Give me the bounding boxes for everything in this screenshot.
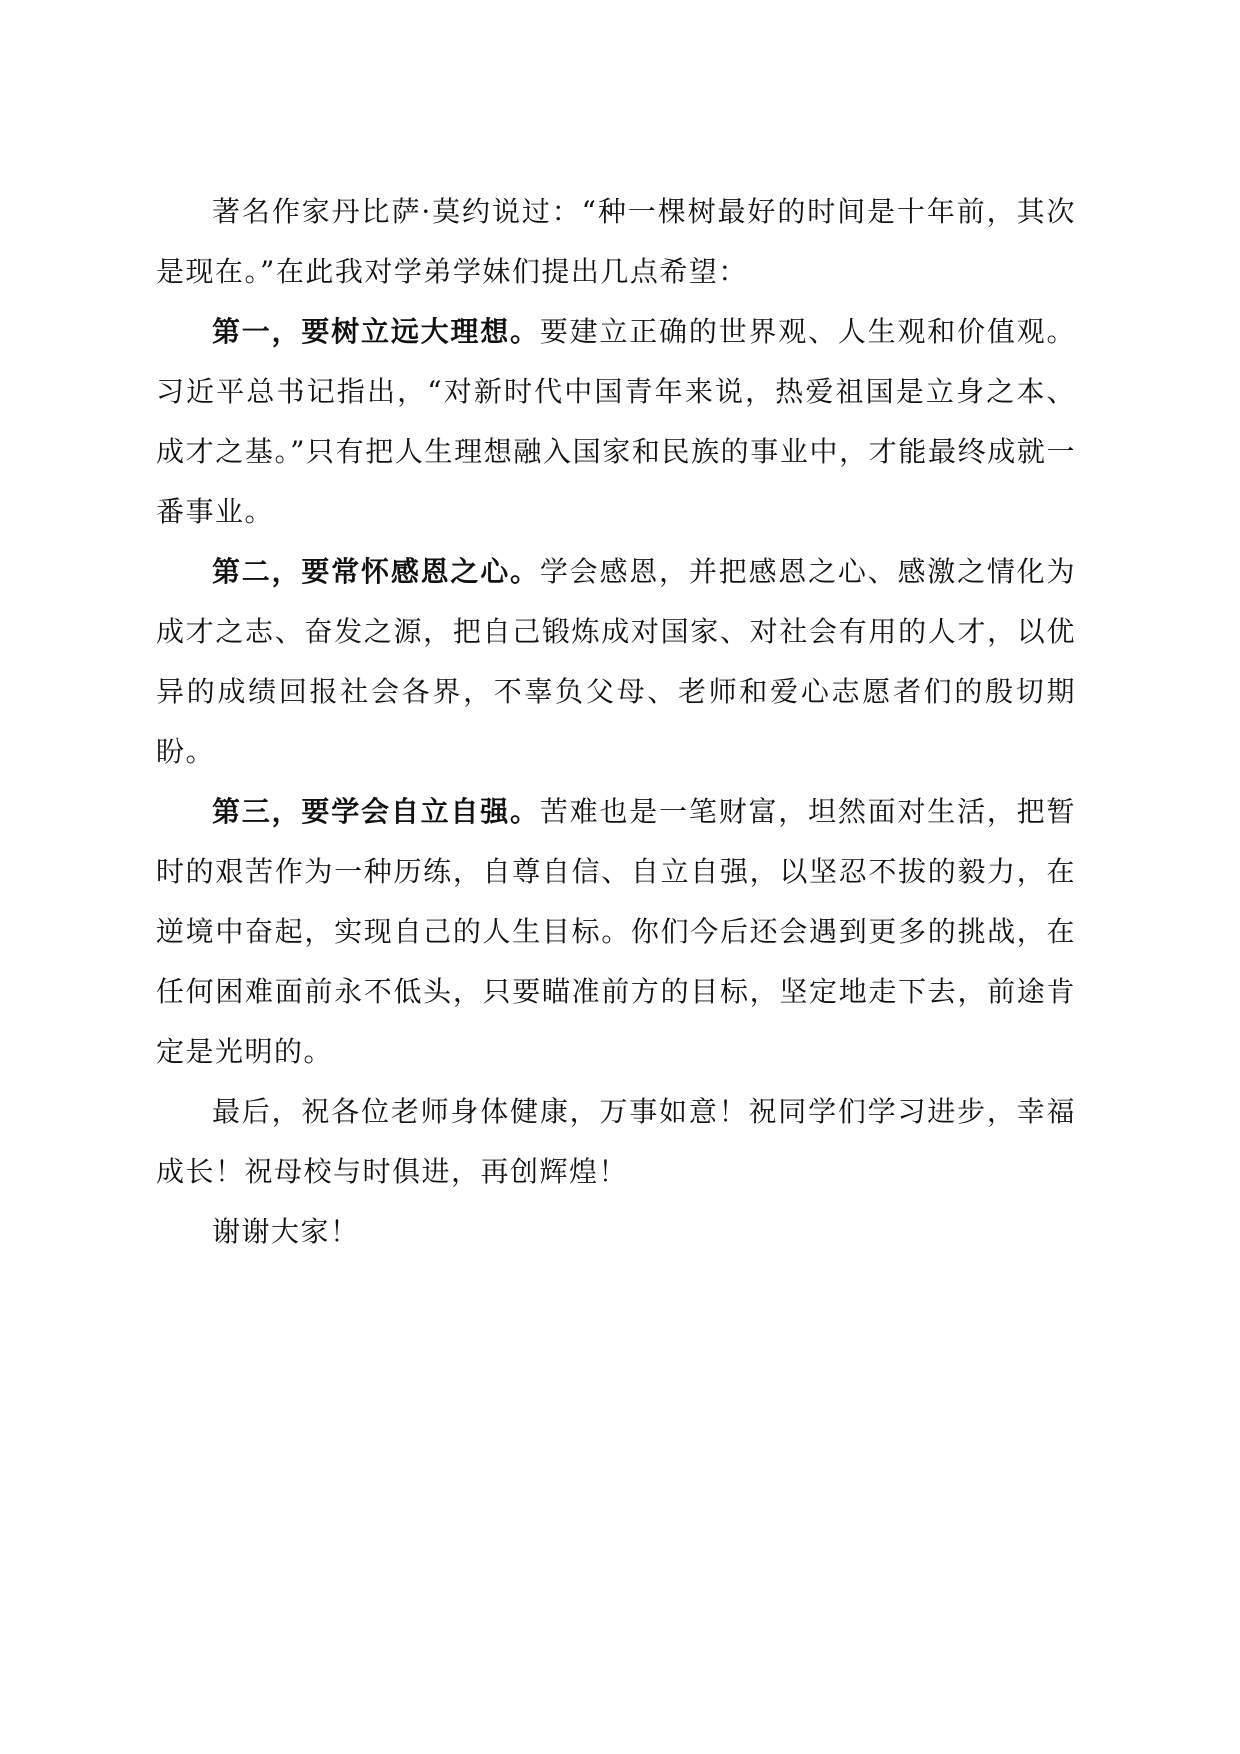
document-body bbox=[156, 182, 1076, 1262]
paragraph-text: 学会感恩，并把感恩之心、感激之情化为成才之志、奋发之源，把自己锻炼成对国家、对社会有用的人才，以优异的成绩回报社会各界，不辜负父母、老师和爱心志愿者们的殷切期盼。 bbox=[156, 555, 1076, 768]
paragraph-lead: 第二，要常怀感恩之心。 bbox=[212, 555, 540, 588]
paragraph-text: 谢谢大家！ bbox=[212, 1215, 360, 1248]
paragraph-wishes bbox=[156, 1082, 1076, 1202]
paragraph-text: 苦难也是一笔财富，坦然面对生活，把暂时的艰苦作为一种历练，自尊自信、自立自强，以坚忍不拔的毅力，在逆境中奋起，实现自己的人生目标。你们今后还会遇到更多的挑战，在任何困难面前永不低头，只要瞄准前方的目标，坚定地走下去，前途肯定是光明的。 bbox=[156, 795, 1076, 1068]
paragraph-thanks bbox=[156, 1202, 1076, 1262]
paragraph-lead: 第一，要树立远大理想。 bbox=[212, 315, 540, 348]
paragraph-intro bbox=[156, 182, 1076, 302]
paragraph-hope-3 bbox=[156, 782, 1076, 1082]
paragraph-text: 著名作家丹比萨·莫约说过：“种一棵树最好的时间是十年前，其次是现在。”在此我对学弟学妹们提出几点希望： bbox=[156, 195, 1076, 288]
paragraph-hope-2 bbox=[156, 542, 1076, 782]
paragraph-text: 最后，祝各位老师身体健康，万事如意！祝同学们学习进步，幸福成长！祝母校与时俱进，再创辉煌！ bbox=[156, 1095, 1076, 1188]
paragraph-hope-1 bbox=[156, 302, 1076, 542]
paragraph-lead: 第三，要学会自立自强。 bbox=[212, 795, 540, 828]
paragraph-text: 要建立正确的世界观、人生观和价值观。习近平总书记指出，“对新时代中国青年来说，热爱祖国是立身之本、成才之基。”只有把人生理想融入国家和民族的事业中，才能最终成就一番事业。 bbox=[156, 315, 1076, 528]
